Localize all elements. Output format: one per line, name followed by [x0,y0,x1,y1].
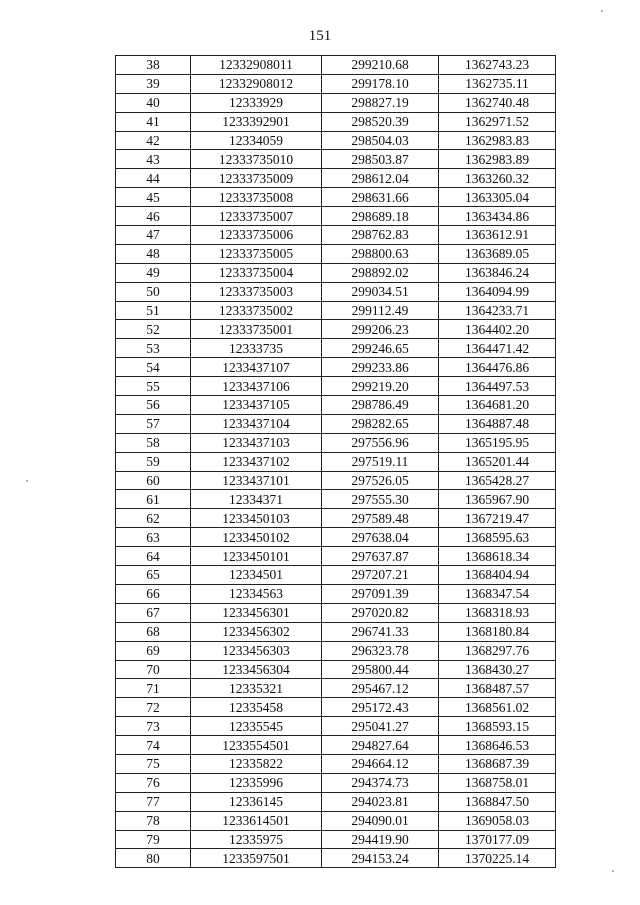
x-coordinate-cell: 298520.39 [322,112,439,131]
x-coordinate-cell: 295041.27 [322,717,439,736]
y-coordinate-cell: 1367219.47 [439,509,556,528]
table-row [116,622,556,641]
y-coordinate-cell: 1364233.71 [439,301,556,320]
x-coordinate-cell: 299233.86 [322,358,439,377]
point-code-cell: 1233392901 [191,112,322,131]
table-row [116,452,556,471]
table-row [116,679,556,698]
y-coordinate-cell: 1362983.89 [439,150,556,169]
x-coordinate-cell: 299219.20 [322,377,439,396]
table-row [116,698,556,717]
table-row [116,433,556,452]
point-code-cell: 12333735001 [191,320,322,339]
y-coordinate-cell: 1368318.93 [439,603,556,622]
x-coordinate-cell: 297637.87 [322,547,439,566]
point-code-cell: 1233450103 [191,509,322,528]
point-number-cell: 42 [116,131,191,150]
x-coordinate-cell: 296741.33 [322,622,439,641]
scan-speck [601,10,603,12]
y-coordinate-cell: 1363689.05 [439,244,556,263]
y-coordinate-cell: 1370225.14 [439,849,556,868]
point-number-cell: 50 [116,282,191,301]
point-code-cell: 1233437107 [191,358,322,377]
x-coordinate-cell: 297020.82 [322,603,439,622]
table-row [116,244,556,263]
point-code-cell: 12333735007 [191,207,322,226]
point-code-cell: 12335545 [191,717,322,736]
y-coordinate-cell: 1368297.76 [439,641,556,660]
point-code-cell: 12334501 [191,566,322,585]
point-code-cell: 12335321 [191,679,322,698]
y-coordinate-cell: 1368687.39 [439,754,556,773]
point-number-cell: 49 [116,263,191,282]
point-number-cell: 79 [116,830,191,849]
y-coordinate-cell: 1368180.84 [439,622,556,641]
point-number-cell: 74 [116,736,191,755]
point-number-cell: 58 [116,433,191,452]
x-coordinate-cell: 298689.18 [322,207,439,226]
point-number-cell: 80 [116,849,191,868]
point-number-cell: 40 [116,93,191,112]
table-row [116,188,556,207]
point-code-cell: 1233456301 [191,603,322,622]
point-code-cell: 1233437101 [191,471,322,490]
point-number-cell: 51 [116,301,191,320]
y-coordinate-cell: 1362743.23 [439,56,556,75]
point-number-cell: 54 [116,358,191,377]
x-coordinate-cell: 294374.73 [322,773,439,792]
x-coordinate-cell: 297091.39 [322,584,439,603]
table-row [116,584,556,603]
table-row [116,263,556,282]
point-number-cell: 39 [116,74,191,93]
x-coordinate-cell: 299178.10 [322,74,439,93]
point-number-cell: 38 [116,56,191,75]
x-coordinate-cell: 298282.65 [322,414,439,433]
coordinates-table-body [116,56,556,868]
point-code-cell: 1233456302 [191,622,322,641]
table-row [116,226,556,245]
y-coordinate-cell: 1364681.20 [439,396,556,415]
table-row [116,736,556,755]
point-number-cell: 46 [116,207,191,226]
point-code-cell: 1233456303 [191,641,322,660]
y-coordinate-cell: 1368561.02 [439,698,556,717]
x-coordinate-cell: 297589.48 [322,509,439,528]
point-code-cell: 12333735006 [191,226,322,245]
x-coordinate-cell: 297526.05 [322,471,439,490]
coordinates-table [115,55,556,868]
point-number-cell: 71 [116,679,191,698]
y-coordinate-cell: 1364476.86 [439,358,556,377]
point-code-cell: 1233437105 [191,396,322,415]
x-coordinate-cell: 296323.78 [322,641,439,660]
scan-speck [26,480,28,482]
point-number-cell: 59 [116,452,191,471]
x-coordinate-cell: 297519.11 [322,452,439,471]
point-code-cell: 12333735002 [191,301,322,320]
table-row [116,169,556,188]
y-coordinate-cell: 1365195.95 [439,433,556,452]
y-coordinate-cell: 1368646.53 [439,736,556,755]
point-number-cell: 70 [116,660,191,679]
point-code-cell: 1233437104 [191,414,322,433]
point-code-cell: 12334371 [191,490,322,509]
table-row [116,207,556,226]
table-row [116,717,556,736]
x-coordinate-cell: 297556.96 [322,433,439,452]
point-code-cell: 12335458 [191,698,322,717]
point-code-cell: 1233614501 [191,811,322,830]
table-row [116,490,556,509]
y-coordinate-cell: 1365967.90 [439,490,556,509]
x-coordinate-cell: 295467.12 [322,679,439,698]
y-coordinate-cell: 1362740.48 [439,93,556,112]
point-code-cell: 12332908011 [191,56,322,75]
point-code-cell: 1233450101 [191,547,322,566]
table-row [116,547,556,566]
point-number-cell: 52 [116,320,191,339]
x-coordinate-cell: 297638.04 [322,528,439,547]
x-coordinate-cell: 295172.43 [322,698,439,717]
table-row [116,414,556,433]
y-coordinate-cell: 1363260.32 [439,169,556,188]
y-coordinate-cell: 1363305.04 [439,188,556,207]
point-code-cell: 1233437103 [191,433,322,452]
x-coordinate-cell: 298892.02 [322,263,439,282]
x-coordinate-cell: 297207.21 [322,566,439,585]
x-coordinate-cell: 299210.68 [322,56,439,75]
x-coordinate-cell: 297555.30 [322,490,439,509]
y-coordinate-cell: 1365201.44 [439,452,556,471]
x-coordinate-cell: 294419.90 [322,830,439,849]
y-coordinate-cell: 1368593.15 [439,717,556,736]
point-number-cell: 63 [116,528,191,547]
point-number-cell: 78 [116,811,191,830]
table-row [116,93,556,112]
point-code-cell: 12333929 [191,93,322,112]
point-code-cell: 12336145 [191,792,322,811]
point-number-cell: 73 [116,717,191,736]
point-number-cell: 67 [116,603,191,622]
table-row [116,358,556,377]
x-coordinate-cell: 298786.49 [322,396,439,415]
x-coordinate-cell: 299112.49 [322,301,439,320]
scan-speck [612,870,614,872]
point-number-cell: 72 [116,698,191,717]
y-coordinate-cell: 1363434.86 [439,207,556,226]
x-coordinate-cell: 298631.66 [322,188,439,207]
point-number-cell: 56 [116,396,191,415]
table-row [116,566,556,585]
x-coordinate-cell: 298827.19 [322,93,439,112]
point-code-cell: 12332908012 [191,74,322,93]
x-coordinate-cell: 294023.81 [322,792,439,811]
point-number-cell: 44 [116,169,191,188]
point-number-cell: 41 [116,112,191,131]
y-coordinate-cell: 1362971.52 [439,112,556,131]
point-number-cell: 61 [116,490,191,509]
y-coordinate-cell: 1364497.53 [439,377,556,396]
x-coordinate-cell: 299206.23 [322,320,439,339]
y-coordinate-cell: 1368404.94 [439,566,556,585]
y-coordinate-cell: 1364402.20 [439,320,556,339]
table-row [116,301,556,320]
table-row [116,773,556,792]
x-coordinate-cell: 298762.83 [322,226,439,245]
x-coordinate-cell: 294153.24 [322,849,439,868]
table-row [116,131,556,150]
point-code-cell: 1233450102 [191,528,322,547]
y-coordinate-cell: 1368430.27 [439,660,556,679]
x-coordinate-cell: 299246.65 [322,339,439,358]
point-number-cell: 62 [116,509,191,528]
table-row [116,641,556,660]
point-code-cell: 12335975 [191,830,322,849]
point-code-cell: 12334563 [191,584,322,603]
y-coordinate-cell: 1369058.03 [439,811,556,830]
point-code-cell: 1233456304 [191,660,322,679]
table-row [116,320,556,339]
table-row [116,377,556,396]
y-coordinate-cell: 1368618.34 [439,547,556,566]
point-code-cell: 12333735010 [191,150,322,169]
table-row [116,792,556,811]
table-row [116,396,556,415]
point-number-cell: 64 [116,547,191,566]
table-row [116,754,556,773]
table-row [116,112,556,131]
table-row [116,56,556,75]
point-code-cell: 12333735003 [191,282,322,301]
point-code-cell: 1233554501 [191,736,322,755]
point-number-cell: 47 [116,226,191,245]
table-row [116,74,556,93]
y-coordinate-cell: 1365428.27 [439,471,556,490]
y-coordinate-cell: 1368847.50 [439,792,556,811]
table-row [116,849,556,868]
point-number-cell: 77 [116,792,191,811]
point-code-cell: 12333735005 [191,244,322,263]
y-coordinate-cell: 1362735.11 [439,74,556,93]
x-coordinate-cell: 298503.87 [322,150,439,169]
table-row [116,282,556,301]
point-number-cell: 57 [116,414,191,433]
point-number-cell: 75 [116,754,191,773]
point-code-cell: 1233437106 [191,377,322,396]
point-code-cell: 12335996 [191,773,322,792]
point-number-cell: 69 [116,641,191,660]
point-number-cell: 60 [116,471,191,490]
point-number-cell: 76 [116,773,191,792]
table-row [116,471,556,490]
point-number-cell: 45 [116,188,191,207]
table-row [116,150,556,169]
point-code-cell: 12333735004 [191,263,322,282]
x-coordinate-cell: 298504.03 [322,131,439,150]
table-row [116,603,556,622]
table-row [116,509,556,528]
y-coordinate-cell: 1363612.91 [439,226,556,245]
table-row [116,830,556,849]
y-coordinate-cell: 1368487.57 [439,679,556,698]
y-coordinate-cell: 1363846.24 [439,263,556,282]
y-coordinate-cell: 1364094.99 [439,282,556,301]
table-row [116,660,556,679]
table-row [116,528,556,547]
y-coordinate-cell: 1368595.63 [439,528,556,547]
x-coordinate-cell: 295800.44 [322,660,439,679]
x-coordinate-cell: 294664.12 [322,754,439,773]
x-coordinate-cell: 298800.63 [322,244,439,263]
point-code-cell: 12333735 [191,339,322,358]
point-code-cell: 12335822 [191,754,322,773]
point-code-cell: 12333735009 [191,169,322,188]
x-coordinate-cell: 294090.01 [322,811,439,830]
x-coordinate-cell: 299034.51 [322,282,439,301]
x-coordinate-cell: 298612.04 [322,169,439,188]
y-coordinate-cell: 1364887.48 [439,414,556,433]
point-number-cell: 43 [116,150,191,169]
y-coordinate-cell: 1362983.83 [439,131,556,150]
point-number-cell: 66 [116,584,191,603]
table-row [116,811,556,830]
point-number-cell: 48 [116,244,191,263]
point-code-cell: 12334059 [191,131,322,150]
point-code-cell: 12333735008 [191,188,322,207]
y-coordinate-cell: 1368758.01 [439,773,556,792]
point-code-cell: 1233437102 [191,452,322,471]
page-number: 151 [308,28,332,44]
point-number-cell: 68 [116,622,191,641]
point-number-cell: 53 [116,339,191,358]
point-number-cell: 55 [116,377,191,396]
point-number-cell: 65 [116,566,191,585]
y-coordinate-cell: 1368347.54 [439,584,556,603]
y-coordinate-cell: 1370177.09 [439,830,556,849]
point-code-cell: 1233597501 [191,849,322,868]
table-row [116,339,556,358]
y-coordinate-cell: 1364471.42 [439,339,556,358]
x-coordinate-cell: 294827.64 [322,736,439,755]
